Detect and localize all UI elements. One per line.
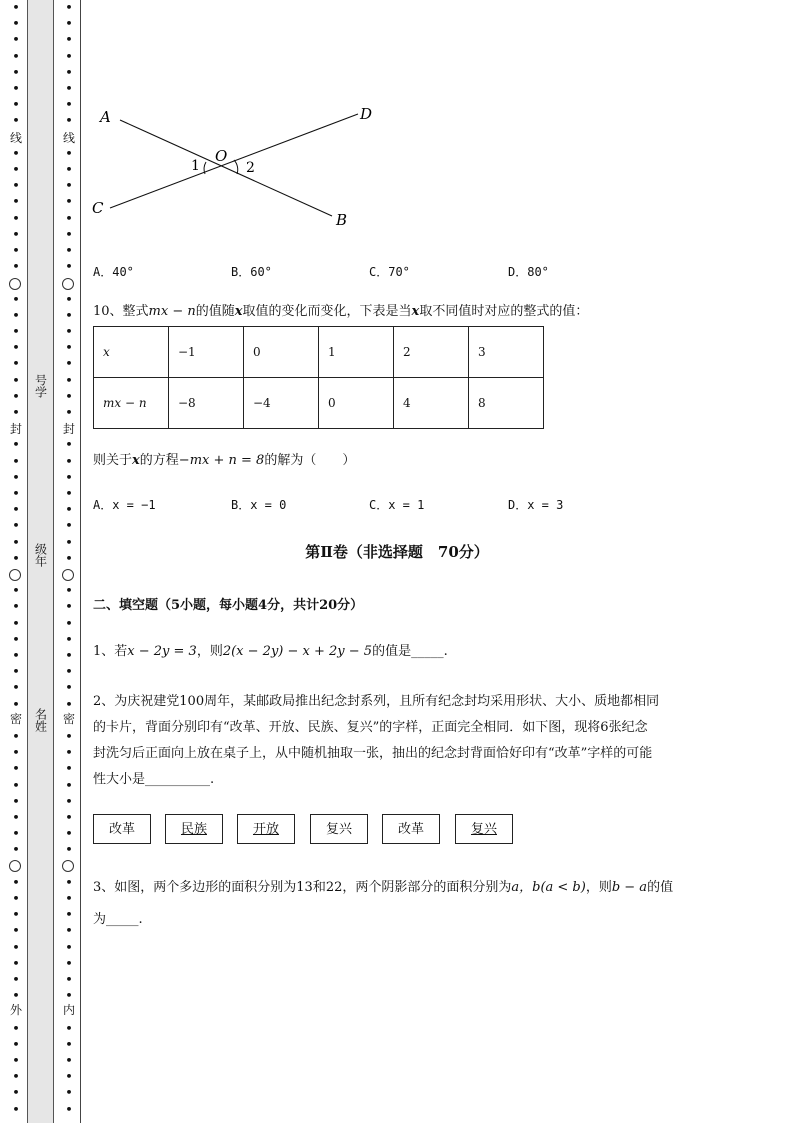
q9-option-c: C．70° [369, 265, 410, 279]
binding-dot: • [65, 989, 73, 1003]
binding-dot: • [12, 843, 20, 857]
binding-seal-label: 内 [62, 1003, 75, 1017]
binding-dot: • [65, 17, 73, 31]
section-title: 第Ⅱ卷（非选择题 70分） [305, 543, 489, 561]
q10-option-d: D．x = 3 [508, 498, 564, 512]
binding-dot: • [12, 195, 20, 209]
binding-dot: • [12, 551, 20, 565]
table-cell: 4 [394, 378, 469, 429]
binding-dot: • [65, 227, 73, 241]
binding-dot: • [65, 632, 73, 646]
binding-dot: • [65, 1102, 73, 1116]
table-cell: 1 [319, 327, 394, 378]
binding-dot: • [65, 794, 73, 808]
intersecting-lines-figure [88, 100, 388, 232]
binding-dot: • [12, 244, 20, 257]
binding-dot: • [65, 600, 73, 614]
line-cd [110, 114, 358, 208]
binding-dot: • [12, 260, 20, 274]
table-cell: −4 [244, 378, 319, 429]
binding-dot: • [65, 470, 73, 484]
binding-dot: • [12, 17, 20, 31]
binding-dot: • [12, 163, 20, 176]
line-ab [120, 120, 332, 216]
binding-dot: • [12, 373, 20, 387]
binding-dot: • [65, 146, 73, 160]
q9-option-d: D．80° [508, 265, 549, 279]
binding-hole-circle-icon [9, 278, 21, 290]
binding-seal-label: 封 [9, 422, 22, 436]
binding-dot: • [12, 956, 20, 970]
binding-dot: • [12, 1070, 20, 1084]
binding-dot: • [65, 681, 73, 695]
binding-dot: • [65, 163, 73, 176]
binding-dot: • [65, 535, 73, 549]
binding-dot: • [12, 1054, 20, 1067]
fill-question-1: 1、若x − 2y = 3，则2(x − 2y) − x + 2y − 5的值是_____. [93, 644, 448, 659]
binding-dot: • [12, 632, 20, 646]
table-header-x: x [94, 327, 169, 378]
binding-hole-circle-icon [9, 860, 21, 872]
binding-dot: • [12, 892, 20, 905]
fill-question-3: 3、如图，两个多边形的面积分别为13和22，两个阴影部分的面积分别为a，b(a < b)，则b − a的值 为_____. [93, 880, 674, 927]
binding-dot: • [65, 179, 73, 193]
binding-dot: • [12, 146, 20, 160]
q10-value-table [93, 326, 544, 429]
card: 改革 [93, 814, 151, 844]
binding-hole-circle-icon [62, 569, 74, 581]
binding-dot: • [65, 762, 73, 776]
binding-dot: • [65, 1, 73, 14]
table-cell: 2 [394, 327, 469, 378]
binding-dot: • [65, 373, 73, 387]
binding-seal-label: 封 [62, 422, 75, 436]
point-c-label: C [92, 199, 104, 217]
binding-dot: • [12, 1021, 20, 1035]
table-header-expression: mx − n [94, 378, 169, 429]
table-cell: 3 [469, 327, 544, 378]
table-cell: −1 [169, 327, 244, 378]
q9-option-b: B．60° [231, 265, 272, 279]
binding-dot: • [65, 195, 73, 209]
angle-2-label: 2 [246, 160, 255, 176]
binding-dot: • [65, 211, 73, 225]
binding-dot: • [65, 778, 73, 792]
binding-dot: • [65, 389, 73, 403]
binding-dot: • [12, 211, 20, 225]
binding-dot: • [65, 1021, 73, 1035]
binding-dot: • [65, 341, 73, 355]
binding-dot: • [65, 260, 73, 274]
q10-option-c: C．x = 1 [369, 498, 425, 512]
binding-dot: • [12, 470, 20, 484]
table-row [94, 327, 544, 378]
table-cell: 0 [319, 378, 394, 429]
binding-seal-label: 线 [62, 131, 75, 145]
binding-dot: • [65, 875, 73, 889]
card: 开放 [237, 814, 295, 844]
binding-dot: • [12, 1037, 20, 1051]
binding-dot: • [65, 519, 73, 533]
band-field-grade: 级年 [33, 543, 48, 567]
binding-dot: • [65, 65, 73, 79]
binding-dot: • [12, 308, 20, 322]
binding-dot: • [65, 924, 73, 938]
binding-dot: • [65, 49, 73, 63]
binding-hole-circle-icon [9, 569, 21, 581]
binding-dot: • [12, 438, 20, 452]
binding-dot: • [65, 33, 73, 47]
binding-dot: • [12, 584, 20, 598]
binding-dot: • [12, 827, 20, 841]
binding-dot: • [12, 665, 20, 679]
binding-dot: • [12, 98, 20, 112]
binding-dot: • [65, 98, 73, 112]
binding-dot: • [65, 811, 73, 824]
q10-option-a: A．x = −1 [93, 498, 156, 512]
card: 改革 [382, 814, 440, 844]
binding-dot: • [65, 956, 73, 970]
band-field-name: 名姓 [33, 708, 48, 732]
binding-dot: • [65, 843, 73, 857]
binding-dot: • [65, 438, 73, 452]
binding-dot: • [12, 1086, 20, 1100]
binding-dot: • [12, 649, 20, 662]
fill-question-2: 2、为庆祝建党100周年，某邮政局推出纪念封系列，且所有纪念封均采用形状、大小、质地都相同 的卡片，背面分别印有“改革、开放、民族、复兴”的字样，正面完全相同．如下图，现将6张纪念 封洗匀后正面向上放在桌子上，从中随机抽取一张，抽出的纪念封背面恰好印有“改革”字样的可能 性大小是__________. [93, 694, 660, 787]
binding-dot: • [12, 503, 20, 517]
binding-dot: • [12, 794, 20, 808]
binding-dot: • [12, 292, 20, 306]
card: 复兴 [310, 814, 368, 844]
binding-dot: • [65, 584, 73, 598]
binding-dot: • [65, 940, 73, 954]
q10-stem: 10、整式mx − n的值随x取值的变化而变化，下表是当x取不同值时对应的整式的值： [93, 304, 589, 319]
point-a-label: A [100, 108, 111, 126]
binding-dot: • [12, 487, 20, 500]
binding-seal-label: 密 [62, 712, 75, 726]
binding-dot: • [65, 827, 73, 841]
binding-dot: • [12, 762, 20, 776]
binding-dot: • [65, 406, 73, 419]
binding-hole-circle-icon [62, 860, 74, 872]
binding-dot: • [12, 746, 20, 760]
point-b-label: B [336, 211, 348, 229]
binding-dot: • [65, 551, 73, 565]
binding-dot: • [12, 65, 20, 79]
binding-dot: • [65, 82, 73, 95]
binding-dot: • [12, 535, 20, 549]
binding-dot: • [65, 244, 73, 257]
binding-dot: • [12, 616, 20, 630]
fill-in-subhead: 二、填空题（5小题，每小题4分，共计20分） [93, 598, 364, 613]
binding-dot: • [12, 811, 20, 824]
binding-dot: • [12, 519, 20, 533]
binding-dot: • [12, 325, 20, 338]
binding-dot: • [65, 454, 73, 468]
binding-dot: • [65, 114, 73, 128]
binding-seal-label: 外 [9, 1003, 22, 1017]
table-cell: −8 [169, 378, 244, 429]
binding-dot: • [12, 33, 20, 47]
binding-seal-label: 线 [9, 131, 22, 145]
binding-dot: • [65, 292, 73, 306]
binding-dot: • [12, 875, 20, 889]
binding-dot: • [12, 697, 20, 711]
binding-dot: • [12, 114, 20, 128]
binding-dot: • [65, 1037, 73, 1051]
binding-dot: • [65, 973, 73, 986]
binding-dot: • [12, 908, 20, 922]
binding-dot: • [65, 746, 73, 760]
binding-dot: • [65, 325, 73, 338]
table-row [94, 378, 544, 429]
binding-dot: • [12, 49, 20, 63]
binding-seal-label: 密 [9, 712, 22, 726]
binding-hole-circle-icon [62, 278, 74, 290]
binding-dot: • [12, 179, 20, 193]
binding-dot: • [65, 649, 73, 662]
binding-dot: • [12, 389, 20, 403]
q10-question: 则关于x的方程−mx + n = 8的解为（ ） [93, 453, 356, 468]
binding-dot: • [65, 730, 73, 743]
binding-dot: • [12, 341, 20, 355]
band-field-student-number: 号学 [33, 374, 48, 398]
binding-dot: • [12, 924, 20, 938]
binding-dot: • [65, 616, 73, 630]
binding-dot: • [12, 940, 20, 954]
binding-dot: • [65, 487, 73, 500]
binding-dot: • [65, 665, 73, 679]
binding-dot: • [12, 82, 20, 95]
binding-dot: • [12, 454, 20, 468]
table-cell: 8 [469, 378, 544, 429]
binding-dot: • [65, 892, 73, 905]
angle-1-label: 1 [191, 158, 200, 174]
binding-dot: • [65, 308, 73, 322]
binding-dot: • [12, 973, 20, 986]
binding-dot: • [65, 1086, 73, 1100]
binding-dot: • [12, 681, 20, 695]
binding-dot: • [65, 1070, 73, 1084]
q9-option-a: A．40° [93, 265, 134, 279]
binding-dot: • [65, 503, 73, 517]
binding-dot: • [65, 908, 73, 922]
binding-dot: • [12, 357, 20, 371]
card: 民族 [165, 814, 223, 844]
table-cell: 0 [244, 327, 319, 378]
binding-dot: • [12, 1, 20, 14]
card: 复兴 [455, 814, 513, 844]
binding-dot: • [65, 1054, 73, 1067]
binding-dot: • [12, 989, 20, 1003]
point-d-label: D [360, 105, 373, 123]
binding-dot: • [12, 600, 20, 614]
binding-dot: • [12, 406, 20, 419]
binding-dot: • [12, 1102, 20, 1116]
binding-dot: • [12, 778, 20, 792]
binding-dot: • [12, 730, 20, 743]
binding-dot: • [65, 697, 73, 711]
q10-option-b: B．x = 0 [231, 498, 287, 512]
binding-dot: • [65, 357, 73, 371]
point-o-label: O [215, 147, 228, 165]
binding-dot: • [12, 227, 20, 241]
